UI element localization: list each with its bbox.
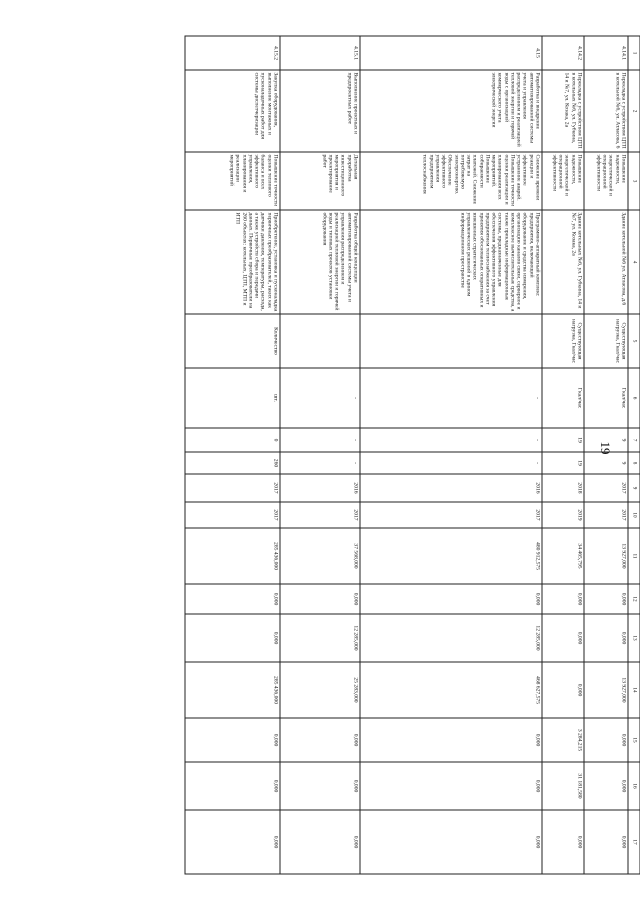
column-header: 12 — [628, 584, 640, 614]
table-cell-col-5: Количество — [185, 314, 280, 368]
table-cell-col-3: Повышение точности оценки теплового баланса и всех эффективного управления, планирования и реализации мероприятий — [185, 152, 280, 210]
table-cell-col-11: 13 927,000 — [584, 528, 628, 584]
table-cell-col-16: 0,000 — [185, 762, 280, 810]
table-row — [280, 36, 360, 874]
table-cell-col-9: 2017 — [185, 474, 280, 502]
column-header: 3 — [628, 152, 640, 210]
table-cell-col-6: - — [360, 368, 542, 428]
table-cell-col-12: 0,000 — [280, 584, 360, 614]
column-header: 9 — [628, 474, 640, 502]
table-cell-col-1: 4.15.1 — [280, 36, 360, 70]
table-cell-col-14: 285 436,000 — [185, 662, 280, 718]
table-cell-col-1: 4.15 — [360, 36, 542, 70]
column-header: 11 — [628, 528, 640, 584]
table-cell-col-2: Перекладка с устройством ЦТП в котельной №6, ул. Атласова, 6 — [584, 70, 628, 152]
table-cell-col-15: 3 284,215 — [542, 718, 584, 762]
table-cell-col-17: 0,000 — [584, 810, 628, 874]
table-cell-col-14: 468 627,575 — [360, 662, 542, 718]
table-cell-col-2: Закупка оборудования, выполнение монтажных и пусконаладочных работ для системы диспетчеризации — [185, 70, 280, 152]
table-cell-col-2: Перекладка с устройством ЦТП в котельных №6, ул. Губкина, 14 и №7, ул. Козака, 2а — [542, 70, 584, 152]
table-cell-col-7: - — [360, 428, 542, 452]
column-header: 6 — [628, 368, 640, 428]
table-cell-col-12: 0,000 — [584, 584, 628, 614]
page-number: 19 — [598, 441, 613, 455]
table-row — [360, 36, 542, 874]
column-number-row — [628, 36, 640, 874]
table-cell-col-8: 19 — [542, 452, 584, 474]
table-cell-col-17: 0,000 — [280, 810, 360, 874]
table-cell-col-4: Разработка общей концепции автоматизированной системы учета и управления распределением и реализацией тепловой энергии и горячей воды и типовых проектов установки оборудования — [280, 210, 360, 314]
table-cell-col-15: 0,000 — [360, 718, 542, 762]
column-header: 1 — [628, 36, 640, 70]
table-cell-col-12: 0,000 — [360, 584, 542, 614]
table-cell-col-7: 19 — [542, 428, 584, 452]
table-cell-col-10: 2017 — [584, 502, 628, 528]
table-cell-col-17: 0,000 — [360, 810, 542, 874]
table-cell-col-16: 0,000 — [360, 762, 542, 810]
table-cell-col-11: 37 568,000 — [280, 528, 360, 584]
table-cell-col-5: Существующая нагрузка, Гкал/час — [542, 314, 584, 368]
table-cell-col-7: 9 — [584, 428, 628, 452]
table-cell-col-13: 0,000 — [542, 614, 584, 662]
column-header: 15 — [628, 718, 640, 762]
table-cell-col-1: 4.15.2 — [185, 36, 280, 70]
table-cell-col-12: 0,000 — [542, 584, 584, 614]
table-cell-col-5: Существующая нагрузка, Гкал/час — [584, 314, 628, 368]
table-cell-col-7: - — [280, 428, 360, 452]
table-cell-col-8: 9 — [584, 452, 628, 474]
table-cell-col-15: 0,000 — [584, 718, 628, 762]
column-header: 17 — [628, 810, 640, 874]
table-cell-col-3: Повышение надежности, энергетической и операционной эффективности — [584, 152, 628, 210]
table-cell-col-4: Здание котельной №6 ул. Атласова, д.6 — [584, 210, 628, 314]
investment-table — [185, 36, 640, 875]
table-cell-col-2: Выполнение проектных и предпроектных работ — [280, 70, 360, 152]
table-cell-col-4: Приобретение, установка и пусконаладка первичных преобразователей, таких как датчики давления, температуры, расхода, а также устройств сбора и передачи данных. Первичные преобразователи на 260 объектах: котельных, ЦТП, МТП и ИТП — [185, 210, 280, 314]
column-header: 4 — [628, 210, 640, 314]
table-cell-col-3: Снижение времени реакции и эффективное устранение аварий. Повышение точности оценки реализации и планирования всех мероприятий. Повышение собираемости платежей. Снижение затрат на потребляемую электроэнергию. Обеспечение эффективного управления предприятием теплоснабжения — [360, 152, 542, 210]
table-cell-col-11: 285 436,000 — [185, 528, 280, 584]
table-cell-col-8: - — [360, 452, 542, 474]
table-cell-col-13: 0,000 — [584, 614, 628, 662]
table-cell-col-16: 0,000 — [584, 762, 628, 810]
table-cell-col-10: 2019 — [542, 502, 584, 528]
table-cell-col-6: Гкал/час — [542, 368, 584, 428]
table-cell-col-3: Повышение надежности, энергетической и операционной эффективности — [542, 152, 584, 210]
rotated-sheet — [1, 0, 640, 905]
table-cell-col-8: - — [280, 452, 360, 474]
table-cell-col-16: 31 181,580 — [542, 762, 584, 810]
table-cell-col-7: 0 — [185, 428, 280, 452]
column-header: 7 — [628, 428, 640, 452]
table-cell-col-14: 0,000 — [542, 662, 584, 718]
table-cell-col-10: 2017 — [360, 502, 542, 528]
table-cell-col-4: Здание котельных №6, ул. Губкина, 14 и №7, ул. Козака, 2а — [542, 210, 584, 314]
column-header: 5 — [628, 314, 640, 368]
table-cell-col-15: 0,000 — [185, 718, 280, 762]
table-cell-col-5 — [360, 314, 542, 368]
table-cell-col-9: 2018 — [542, 474, 584, 502]
table-body — [185, 36, 628, 874]
table-cell-col-2: Разработка и внедрение автоматизированной системы учета и управления распределением и реализацией тепловой энергии и горячей воды с организацией коммерческого учета электрической энергии — [360, 70, 542, 152]
table-cell-col-13: 12 285,000 — [280, 614, 360, 662]
table-cell-col-6: шт. — [185, 368, 280, 428]
table-cell-col-3: Детальная проработка инвестиционного мероприятия и проектирование работ — [280, 152, 360, 210]
table-cell-col-8: 260 — [185, 452, 280, 474]
column-header: 2 — [628, 70, 640, 152]
table-cell-col-1: 4.14.1 — [584, 36, 628, 70]
column-header: 10 — [628, 502, 640, 528]
table-cell-col-10: 2017 — [185, 502, 280, 528]
table-cell-col-16: 0,000 — [280, 762, 360, 810]
table-cell-col-13: 12 285,000 — [360, 614, 542, 662]
table-row — [584, 36, 628, 874]
table-cell-col-4: Программно-аппаратный комплекс предприятия, включающий оборудование и средства измерения, организацию каналов связи, серверное и комплексное вычислительные средства, а также прикладные информационные системы, предназначенные для обеспечения эффективного управления предприятием теплоснабжения за счет принятия обоснованных оперативных и взвешенных стратегических управленческих решений в едином информационном пространстве — [360, 210, 542, 314]
table-cell-col-14: 13 927,000 — [584, 662, 628, 718]
column-header: 14 — [628, 662, 640, 718]
table-cell-col-13: 0,000 — [185, 614, 280, 662]
table-cell-col-9: 2016 — [280, 474, 360, 502]
column-header: 16 — [628, 762, 640, 810]
table-cell-col-12: 0,000 — [185, 584, 280, 614]
table-cell-col-11: 480 912,575 — [360, 528, 542, 584]
table-cell-col-6: - — [280, 368, 360, 428]
table-cell-col-17: 0,000 — [185, 810, 280, 874]
table-cell-col-11: 34 465,795 — [542, 528, 584, 584]
table-cell-col-10: 2017 — [280, 502, 360, 528]
table-cell-col-5 — [280, 314, 360, 368]
table-cell-col-14: 25 283,000 — [280, 662, 360, 718]
table-cell-col-1: 4.14.2 — [542, 36, 584, 70]
table-cell-col-9: 2017 — [584, 474, 628, 502]
table-cell-col-15: 0,000 — [280, 718, 360, 762]
column-header: 13 — [628, 614, 640, 662]
table-row — [542, 36, 584, 874]
table-cell-col-17: 0,000 — [542, 810, 584, 874]
column-header: 8 — [628, 452, 640, 474]
table-cell-col-9: 2016 — [360, 474, 542, 502]
table-row — [185, 36, 280, 874]
table-cell-col-6: Гкал/час — [584, 368, 628, 428]
